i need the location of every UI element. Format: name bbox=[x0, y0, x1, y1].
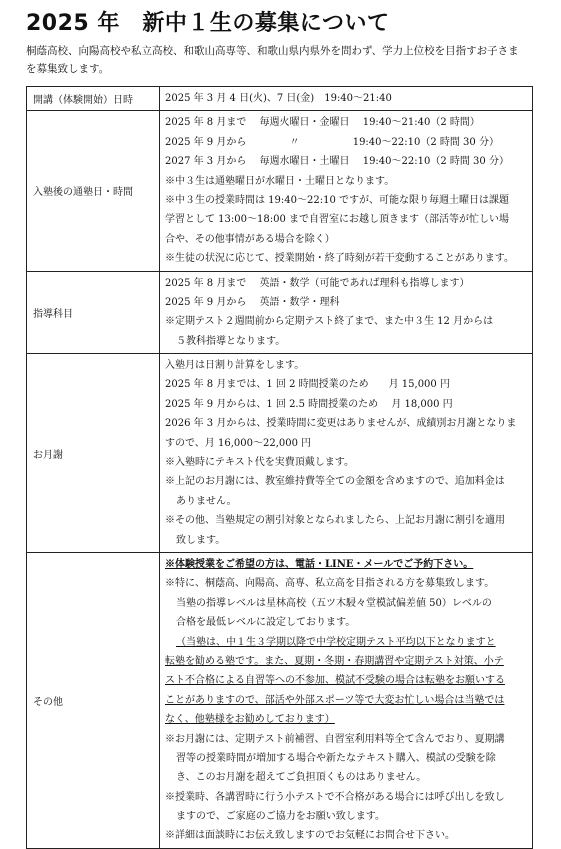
content-line: 2025 年 9 月から 英語・数学・理科 bbox=[165, 296, 340, 308]
content-line: ※上記のお月謝には、教室維持費等全ての金額を含めますので、追加料金は bbox=[165, 476, 505, 488]
content-line-underlined: なく、他塾様をお勧めしております） bbox=[165, 714, 335, 726]
row-content-start-date bbox=[160, 87, 533, 111]
content-line: ※中３生は通塾曜日が水曜日・土曜日となります。 bbox=[165, 175, 395, 187]
content-line: ※詳細は面談時にお伝え致しますのでお気軽にお問合せ下さい。 bbox=[165, 830, 455, 842]
content-line: 2027 年 3 月から 毎週水曜日・土曜日 19:40～22:10（2 時間 30 分） bbox=[165, 156, 509, 168]
content-line: き、このお月謝を超えてご負担頂くものはありません。 bbox=[176, 772, 427, 784]
row-content-subjects bbox=[160, 271, 533, 354]
row-label-start-date: 開講（体験開始）日時 bbox=[27, 87, 160, 111]
content-line: ※定期テスト２週間前から定期テスト終了まで、また中３生 12 月からは bbox=[165, 316, 494, 328]
content-line: 致します。 bbox=[176, 534, 226, 546]
content-line-underlined: （当塾は、中１生３学期以降で中学校定期テスト平均以下となりますと bbox=[176, 636, 496, 648]
content-line: 2025 年 8 月まで 英語・数学（可能であれば理科も指導します） bbox=[165, 277, 470, 289]
content-line: 2025 年 3 月 4 日(火)、7 日(金) 19:40～21:40 bbox=[165, 93, 392, 104]
row-label-subjects: 指導科目 bbox=[27, 271, 160, 354]
content-line-underlined: ことがありますので、部活や外部スポーツ等で大変お忙しい場合は当塾では bbox=[165, 694, 505, 706]
content-line: 2025 年 8 月までは、1 回 2 時間授業のため 月 15,000 円 bbox=[165, 379, 450, 391]
table-row-subjects bbox=[27, 271, 533, 354]
content-line-underlined: スト不合格による自習等への不参加、模試不受験の場合は転塾をお願いする bbox=[165, 675, 505, 687]
intro-line: 桐蔭高校、向陽高校や私立高校、和歌山高専等、和歌山県内県外を問わず、学力上位校を目指すお子さま bbox=[26, 45, 519, 57]
content-line: ※生徒の状況に応じて、授業開始・終了時刻が若干変動することがあります。 bbox=[165, 253, 514, 265]
content-line: ありません。 bbox=[176, 495, 237, 507]
row-content-schedule bbox=[160, 111, 533, 271]
table-row-other bbox=[27, 552, 533, 848]
content-line: 当塾の指導レベルは星林高校（五ツ木駸々堂模試偏差値 50）レベルの bbox=[176, 597, 492, 609]
page-title: 2025 年 新中１生の募集について bbox=[26, 11, 390, 36]
content-line: 2025 年 9 月からは、1 回 2.5 時間授業のため 月 18,000 円 bbox=[165, 398, 453, 410]
content-line: 2025 年 8 月まで 毎週火曜日・金曜日 19:40～21:40（2 時間） bbox=[165, 117, 480, 129]
intro-text bbox=[26, 42, 541, 78]
row-content-fees bbox=[160, 354, 533, 553]
content-line: ※授業時、各講習時に行う小テストで不合格がある場合には呼び出しを致し bbox=[165, 791, 505, 803]
content-line: ※特に、桐蔭高、向陽高、高専、私立高を目指される方を募集致します。 bbox=[165, 578, 495, 590]
content-line: ますので、ご家庭のご協力をお願い致します。 bbox=[176, 811, 385, 823]
content-line: 2025 年 9 月から 〃 19:40～22:10（2 時間 30 分） bbox=[165, 136, 499, 148]
table-row-start-date bbox=[27, 87, 533, 111]
row-label-fees: お月謝 bbox=[27, 354, 160, 553]
table-row-schedule bbox=[27, 111, 533, 271]
content-line: 入塾月は日割り計算をします。 bbox=[165, 360, 305, 372]
info-table bbox=[26, 86, 533, 849]
row-label-schedule: 入塾後の通塾日・時間 bbox=[27, 111, 160, 271]
table-row-fees bbox=[27, 354, 533, 553]
content-line: ※その他、当塾規定の割引対象となられましたら、上記お月謝に割引を適用 bbox=[165, 515, 505, 527]
content-line: すので、月 16,000～22,000 円 bbox=[165, 437, 312, 449]
row-content-other bbox=[160, 552, 533, 848]
content-line-underlined: 転塾を勧める塾です。また、夏期・冬期・春期講習や定期テスト対策、小テ bbox=[165, 655, 504, 667]
content-line: 合や、その他事情がある場合を除く） bbox=[165, 233, 335, 245]
content-line: 習等の授業時間が増加する場合や新たなテキスト購入、模試の受験を除 bbox=[176, 752, 496, 764]
content-line: ※入塾時にテキスト代を実費頂戴します。 bbox=[165, 457, 354, 469]
row-label-other: その他 bbox=[27, 552, 160, 848]
content-line: 合格を最低レベルに設定しております。 bbox=[176, 617, 356, 629]
content-line: 学習として 13:00～18:00 まで自習室にお越し頂きます（部活等が忙しい場 bbox=[165, 214, 509, 226]
content-line: ５教科指導となります。 bbox=[176, 335, 286, 347]
content-line-highlight: ※体験授業をご希望の方は、電話・LINE・メールでご予約下さい。 bbox=[165, 558, 474, 570]
content-line: ※中３生の授業時間は 19:40～22:10 ですが、可能な限り毎週土曜日は課題 bbox=[165, 194, 509, 206]
content-line: ※お月謝には、定期テスト前補習、自習室利用料等全て含んでおり、夏期講 bbox=[165, 733, 505, 745]
intro-line: を募集致します。 bbox=[26, 63, 110, 75]
content-line: 2026 年 3 月からは、授業時間に変更はありませんが、成績別お月謝となりま bbox=[165, 418, 517, 430]
